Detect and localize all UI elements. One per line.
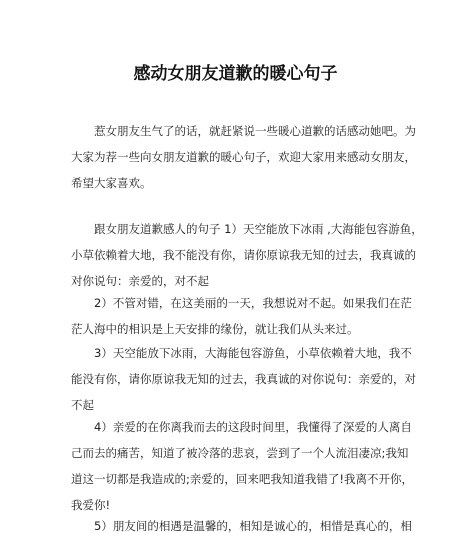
item-line: 跟女朋友道歉感人的句子 1）天空能放下冰雨 ,大海能包容游鱼， <box>94 222 423 236</box>
apology-item-2 <box>71 290 411 342</box>
apology-item-5 <box>71 513 411 533</box>
item-line: 4）亲爱的在你离我而去的这段时间里，我懂得了深爱的人离自 <box>94 420 412 434</box>
item-line: 5）朋友间的相遇是温馨的，相知是诚心的，相惜是真心的，相 <box>94 519 412 533</box>
item-line: 3）天空能放下冰雨，大海能包容游鱼，小草依赖着大地，我不 <box>94 346 412 360</box>
item-line: 对你说句：亲爱的，对不起 <box>71 274 209 288</box>
intro-paragraph <box>71 118 416 196</box>
item-line: 2）不管对错，在这美丽的一天，我想说对不起。如果我们在茫 <box>94 296 412 310</box>
item-line: 茫人海中的相识是上天安排的缘份，就让我们从头来过。 <box>71 322 359 336</box>
item-line: 不起 <box>71 398 94 412</box>
item-line: 小草依赖着大地，我不能没有你，请你原谅我无知的过去，我真诚的 <box>71 248 416 262</box>
item-line: 我爱你! <box>71 498 111 512</box>
intro-line: 大家为荐一些向女朋友道歉的暖心句子，欢迎大家用来感动女朋友， <box>71 150 416 164</box>
apology-item-4 <box>71 414 411 518</box>
intro-line: 希望大家喜欢。 <box>71 176 152 190</box>
article-title: 感动女朋友道歉的暖心句子 <box>133 64 338 84</box>
intro-line: 惹女朋友生气了的话，就赶紧说一些暖心道歉的话感动她吧。为 <box>94 124 416 138</box>
apology-item-1 <box>71 216 423 294</box>
item-line: 己而去的痛苦，知道了被冷落的悲哀，尝到了一个人流泪凄凉;我知 <box>71 446 409 460</box>
item-line: 能没有你，请你原谅我无知的过去，我真诚的对你说句：亲爱的，对 <box>71 372 416 386</box>
item-line: 道这一切都是我造成的;亲爱的，回来吧我知道我错了!我离不开你， <box>71 472 413 486</box>
apology-item-3 <box>71 340 416 418</box>
